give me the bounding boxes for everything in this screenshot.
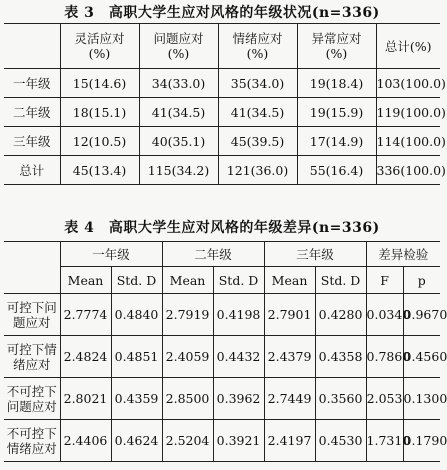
row-label: 三年级	[4, 127, 60, 156]
table-row	[4, 378, 440, 420]
table-cell: 2.7919	[162, 294, 213, 336]
table-cell: 18(15.1)	[60, 98, 139, 127]
table-cell: 2.4406	[60, 420, 111, 462]
table-cell: 2.7449	[264, 378, 315, 420]
table3-header-abnormal: 异常应对 (%)	[297, 24, 376, 69]
table4-subheader: Mean	[60, 267, 111, 294]
row-label: 不可控下情绪应对	[4, 420, 60, 462]
table3-header-emotion: 情绪应对 (%)	[218, 24, 297, 69]
table-cell: 2.5204	[162, 420, 213, 462]
table4-group-grade2: 二年级	[162, 242, 264, 267]
table4-subheader: Mean	[264, 267, 315, 294]
table4-caption: 表 4 高职大学生应对风格的年级差异(n=336)	[64, 220, 380, 236]
table3-grade-coping-status	[4, 23, 446, 185]
table3-caption: 表 3 高职大学生应对风格的年级状况(n=336)	[64, 5, 380, 21]
table4-subheader: Std. D	[213, 267, 264, 294]
table4-subheader: Std. D	[315, 267, 366, 294]
table-cell: 0.3921	[213, 420, 264, 462]
table-cell: 0.4280	[315, 294, 366, 336]
table-cell: 2.4824	[60, 336, 111, 378]
table4-group-header-row	[4, 242, 440, 267]
row-label: 可控下情绪应对	[4, 336, 60, 378]
row-label: 二年级	[4, 98, 60, 127]
table-cell: 121(36.0)	[218, 156, 297, 185]
table-cell: 1.7310	[366, 420, 403, 462]
table-cell: 19(18.4)	[297, 69, 376, 98]
table-cell: 40(35.1)	[139, 127, 218, 156]
table-cell: 2.4197	[264, 420, 315, 462]
table4-group-grade3: 三年级	[264, 242, 366, 267]
table3-header-problem: 问题应对 (%)	[139, 24, 218, 69]
table-cell: 0.9670	[403, 294, 440, 336]
table-cell: 0.0340	[366, 294, 403, 336]
table-cell: 0.4840	[111, 294, 162, 336]
table-cell: 2.8500	[162, 378, 213, 420]
table4-grade-differences	[4, 241, 447, 462]
row-label: 可控下问题应对	[4, 294, 60, 336]
table-cell: 0.4624	[111, 420, 162, 462]
table-row	[4, 294, 440, 336]
row-label: 总计	[4, 156, 60, 185]
table-cell: 0.4358	[315, 336, 366, 378]
table-cell: 336(100.0)	[376, 156, 440, 185]
table-cell: 19(15.9)	[297, 98, 376, 127]
table-cell: 0.4198	[213, 294, 264, 336]
table-cell: 0.1790	[403, 420, 440, 462]
table-cell: 2.7901	[264, 294, 315, 336]
table4-group-grade1: 一年级	[60, 242, 162, 267]
table-cell: 17(14.9)	[297, 127, 376, 156]
table-cell: 0.7860	[366, 336, 403, 378]
row-label: 不可控下问题应对	[4, 378, 60, 420]
table4-subheader: p	[403, 267, 440, 294]
table-cell: 0.4530	[315, 420, 366, 462]
table-cell: 34(33.0)	[139, 69, 218, 98]
table-row	[4, 98, 440, 127]
table-row	[4, 336, 440, 378]
table-row	[4, 127, 440, 156]
table-cell: 103(100.0)	[376, 69, 440, 98]
row-label: 一年级	[4, 69, 60, 98]
table-cell: 45(39.5)	[218, 127, 297, 156]
table-cell: 0.4359	[111, 378, 162, 420]
table-cell: 115(34.2)	[139, 156, 218, 185]
table-cell: 0.4560	[403, 336, 440, 378]
table-cell: 0.4851	[111, 336, 162, 378]
table3-corner-cell	[4, 24, 60, 69]
table3-header-flexible: 灵活应对 (%)	[60, 24, 139, 69]
table3-header-total: 总计(%)	[376, 24, 440, 69]
table-cell: 35(34.0)	[218, 69, 297, 98]
table-cell: 2.4379	[264, 336, 315, 378]
table4-subheader-row	[4, 267, 440, 294]
table-cell: 41(34.5)	[218, 98, 297, 127]
table-cell: 41(34.5)	[139, 98, 218, 127]
table-cell: 114(100.0)	[376, 127, 440, 156]
table4-corner-cell	[4, 242, 60, 294]
table4-subheader: F	[366, 267, 403, 294]
table-cell: 0.3962	[213, 378, 264, 420]
table-cell: 12(10.5)	[60, 127, 139, 156]
table-cell: 0.3560	[315, 378, 366, 420]
table4-subheader: Mean	[162, 267, 213, 294]
table-row	[4, 156, 440, 185]
table-cell: 2.053	[366, 378, 403, 420]
table-cell: 2.7774	[60, 294, 111, 336]
table-cell: 15(14.6)	[60, 69, 139, 98]
table-row	[4, 420, 440, 462]
table4-subheader: Std. D	[111, 267, 162, 294]
table-cell: 55(16.4)	[297, 156, 376, 185]
table-cell: 2.8021	[60, 378, 111, 420]
table-row	[4, 69, 440, 98]
table-cell: 0.4432	[213, 336, 264, 378]
table3-header-row	[4, 24, 440, 69]
table-cell: 119(100.0)	[376, 98, 440, 127]
table-cell: 0.1300	[403, 378, 440, 420]
table-cell: 2.4059	[162, 336, 213, 378]
table-cell: 45(13.4)	[60, 156, 139, 185]
table4-group-test: 差异检验	[366, 242, 440, 267]
